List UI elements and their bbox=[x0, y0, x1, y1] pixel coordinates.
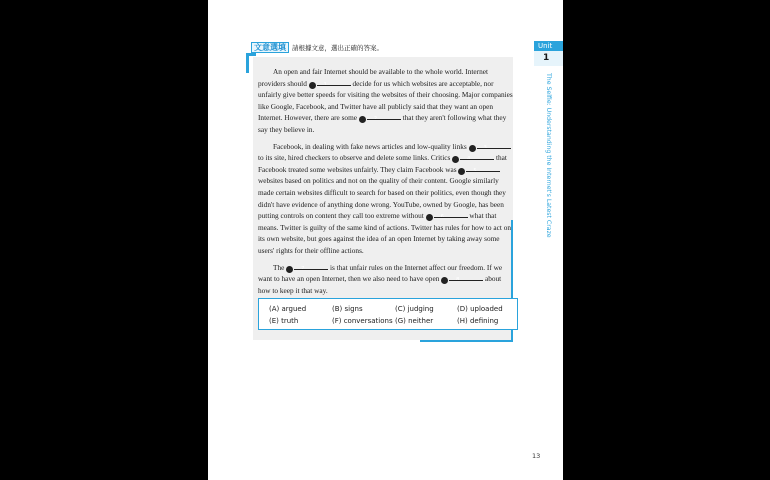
text-run: An open and fair Internet should be available to the whole world. Internet providers should bbox=[258, 67, 488, 88]
blank-3[interactable] bbox=[477, 141, 511, 149]
text-run: Facebook, in dealing with fake news articles and low-quality links bbox=[273, 141, 469, 151]
instruction-text: 請根據文意，選出正確的答案。 bbox=[292, 43, 383, 52]
blank-8[interactable] bbox=[449, 273, 483, 281]
blank-5[interactable] bbox=[466, 164, 500, 172]
answer-options-box bbox=[258, 298, 518, 330]
blank-number-2: 2 bbox=[359, 116, 366, 123]
blank-number-6: 6 bbox=[426, 214, 433, 221]
section-tag: 文意選填 bbox=[251, 42, 289, 53]
text-run: about how to keep it that way. bbox=[258, 274, 502, 295]
option-a[interactable]: (A) argued bbox=[269, 305, 307, 313]
blank-number-1: 1 bbox=[309, 82, 316, 89]
option-f[interactable]: (F) conversations bbox=[332, 317, 393, 325]
text-run: to its site, hired checkers to observe and delete some links. Critics bbox=[258, 153, 453, 163]
paragraph-2 bbox=[258, 141, 515, 257]
blank-number-4: 4 bbox=[452, 156, 459, 163]
text-run: what that means. Twitter is guilty of the same kind of actions. Twitter has rules for how to act on its own website, but goes against the idea of an open Internet by taking away some users' rights for their offline actions. bbox=[258, 211, 512, 255]
option-b[interactable]: (B) signs bbox=[332, 305, 363, 313]
corner-accent-left bbox=[246, 53, 249, 73]
option-g[interactable]: (G) neither bbox=[395, 317, 434, 325]
paragraph-3 bbox=[258, 262, 515, 297]
page-number: 13 bbox=[532, 452, 541, 460]
blank-7[interactable] bbox=[294, 262, 328, 270]
paragraph-1 bbox=[258, 66, 515, 136]
blank-number-8: 8 bbox=[441, 277, 448, 284]
blank-6[interactable] bbox=[434, 210, 468, 218]
unit-title-text: The Selfie: Understanding the Internet's Latest Craze bbox=[545, 73, 552, 238]
text-run: websites based on politics and not on the quality of their content. Google similarly made certain websites difficult to search for based on their politics, even though they didn't have evidence of anything done wrong. YouTube, owned by Google, has been putting controls on content they call too extreme without bbox=[258, 176, 506, 221]
option-h[interactable]: (H) defining bbox=[457, 317, 499, 325]
unit-title-vertical bbox=[543, 73, 555, 238]
text-run: decide for us which websites are acceptable, nor unfairly give better speeds for visiting the websites of their choosing. Major companies like Google, Facebook, and Twitter have all publicly said that they want an open Internet. However, there are some bbox=[258, 78, 513, 123]
unit-number: 1 bbox=[534, 51, 563, 66]
text-run: The bbox=[273, 262, 287, 272]
text-run: is that unfair rules on the Internet affect our freedom. If we want to have an open Internet, then we also need to have open bbox=[258, 262, 503, 284]
corner-accent-bottom bbox=[420, 340, 513, 342]
section-header bbox=[251, 41, 383, 53]
blank-1[interactable] bbox=[317, 78, 351, 86]
blank-4[interactable] bbox=[460, 152, 494, 160]
text-run: that Facebook treated some websites unfairly. They claim Facebook was bbox=[258, 153, 507, 174]
unit-label: Unit bbox=[534, 41, 563, 51]
blank-number-7: 7 bbox=[286, 266, 293, 273]
text-run: that they aren't following what they say they believe in. bbox=[258, 113, 507, 134]
blank-number-3: 3 bbox=[469, 145, 476, 152]
option-c[interactable]: (C) judging bbox=[395, 305, 434, 313]
option-d[interactable]: (D) uploaded bbox=[457, 305, 503, 313]
blank-2[interactable] bbox=[367, 112, 401, 120]
book-page bbox=[208, 0, 563, 480]
option-e[interactable]: (E) truth bbox=[269, 317, 299, 325]
passage bbox=[258, 66, 515, 301]
blank-number-5: 5 bbox=[458, 168, 465, 175]
